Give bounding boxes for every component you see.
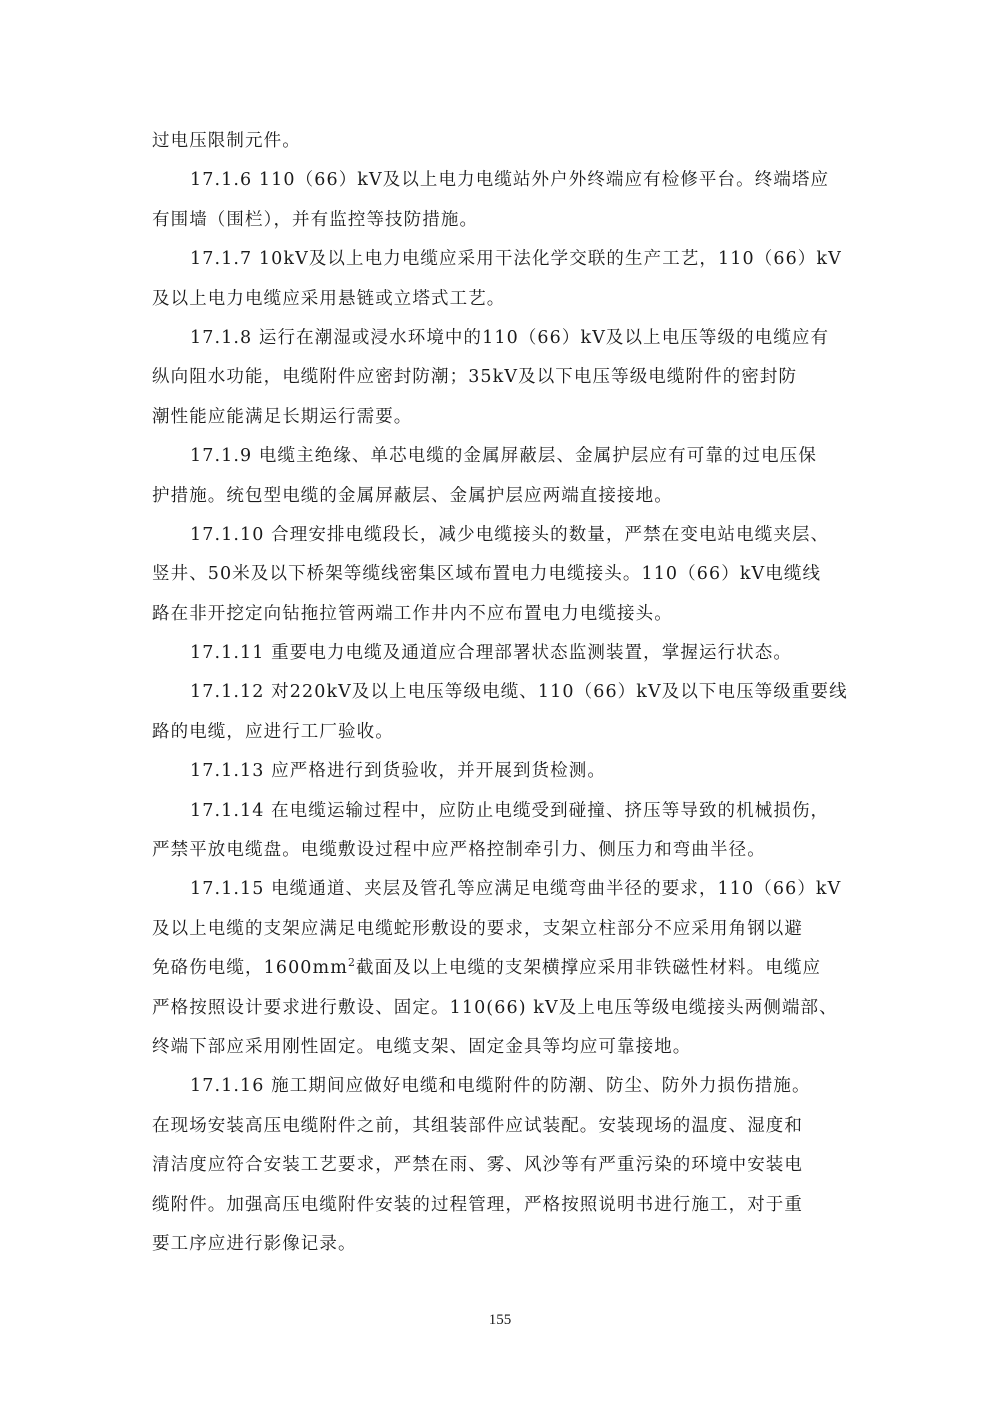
text-line: 17.1.9 电缆主绝缘、单芯电缆的金属屏蔽层、金属护层应有可靠的过电压保 [190, 446, 817, 467]
text-line: 终端下部应采用刚性固定。电缆支架、固定金具等均应可靠接地。 [152, 1036, 692, 1057]
text-line: 17.1.13 应严格进行到货验收，并开展到货检测。 [190, 761, 606, 782]
text-line: 17.1.11 重要电力电缆及通道应合理部署状态监测装置，掌握运行状态。 [190, 643, 792, 664]
superscript: 2 [347, 956, 357, 970]
text-line: 17.1.12 对220kV及以上电压等级电缆、110（66）kV及以下电压等级重要线 [190, 682, 848, 703]
text-line: 潮性能应能满足长期运行需要。 [152, 406, 413, 427]
text-line-with-superscript [152, 949, 852, 988]
text-line: 有围墙（围栏），并有监控等技防措施。 [152, 209, 479, 230]
text-line: 在现场安装高压电缆附件之前，其组装部件应试装配。安装现场的温度、湿度和 [152, 1115, 803, 1136]
text-fragment: 截面及以上电缆的支架横撑应采用非铁磁性材料。电缆应 [356, 958, 822, 979]
text-line: 及以上电缆的支架应满足电缆蛇形敷设的要求，支架立柱部分不应采用角钢以避 [152, 918, 803, 939]
body-text [152, 122, 852, 1264]
text-line: 及以上电力电缆应采用悬链或立塔式工艺。 [152, 288, 506, 309]
text-line: 纵向阻水功能，电缆附件应密封防潮；35kV及以下电压等级电缆附件的密封防 [152, 367, 798, 388]
text-line: 要工序应进行影像记录。 [152, 1233, 357, 1254]
text-line: 路的电缆，应进行工厂验收。 [152, 721, 394, 742]
text-fragment: 免硌伤电缆，1600mm [152, 958, 348, 979]
text-line: 清洁度应符合安装工艺要求，严禁在雨、雾、风沙等有严重污染的环境中安装电 [152, 1155, 803, 1176]
text-line: 17.1.15 电缆通道、夹层及管孔等应满足电缆弯曲半径的要求，110（66）kV [190, 879, 842, 900]
text-line: 17.1.16 施工期间应做好电缆和电缆附件的防潮、防尘、防外力损伤措施。 [190, 1076, 811, 1097]
text-line: 护措施。统包型电缆的金属屏蔽层、金属护层应两端直接接地。 [152, 485, 673, 506]
text-line: 严禁平放电缆盘。电缆敷设过程中应严格控制牵引力、侧压力和弯曲半径。 [152, 840, 766, 861]
page-number: 155 [488, 1312, 512, 1328]
text-line: 路在非开挖定向钻拖拉管两端工作井内不应布置电力电缆接头。 [152, 603, 673, 624]
text-line: 17.1.14 在电缆运输过程中，应防止电缆受到碰撞、挤压等导致的机械损伤， [190, 800, 830, 821]
text-line: 17.1.7 10kV及以上电力电缆应采用干法化学交联的生产工艺，110（66）kV [190, 249, 842, 270]
text-line: 过电压限制元件。 [152, 131, 301, 151]
text-line: 缆附件。加强高压电缆附件安装的过程管理，严格按照说明书进行施工，对于重 [152, 1194, 803, 1215]
text-line: 17.1.6 110（66）kV及以上电力电缆站外户外终端应有检修平台。终端塔应 [190, 170, 830, 191]
text-line: 竖井、50米及以下桥架等缆线密集区域布置电力电缆接头。110（66）kV电缆线 [152, 564, 822, 585]
text-line: 17.1.8 运行在潮湿或浸水环境中的110（66）kV及以上电压等级的电缆应有 [190, 327, 830, 348]
text-line: 17.1.10 合理安排电缆段长，减少电缆接头的数量，严禁在变电站电缆夹层、 [190, 524, 830, 545]
text-line: 严格按照设计要求进行敷设、固定。110(66) kV及上电压等级电缆接头两侧端部、 [152, 997, 838, 1018]
